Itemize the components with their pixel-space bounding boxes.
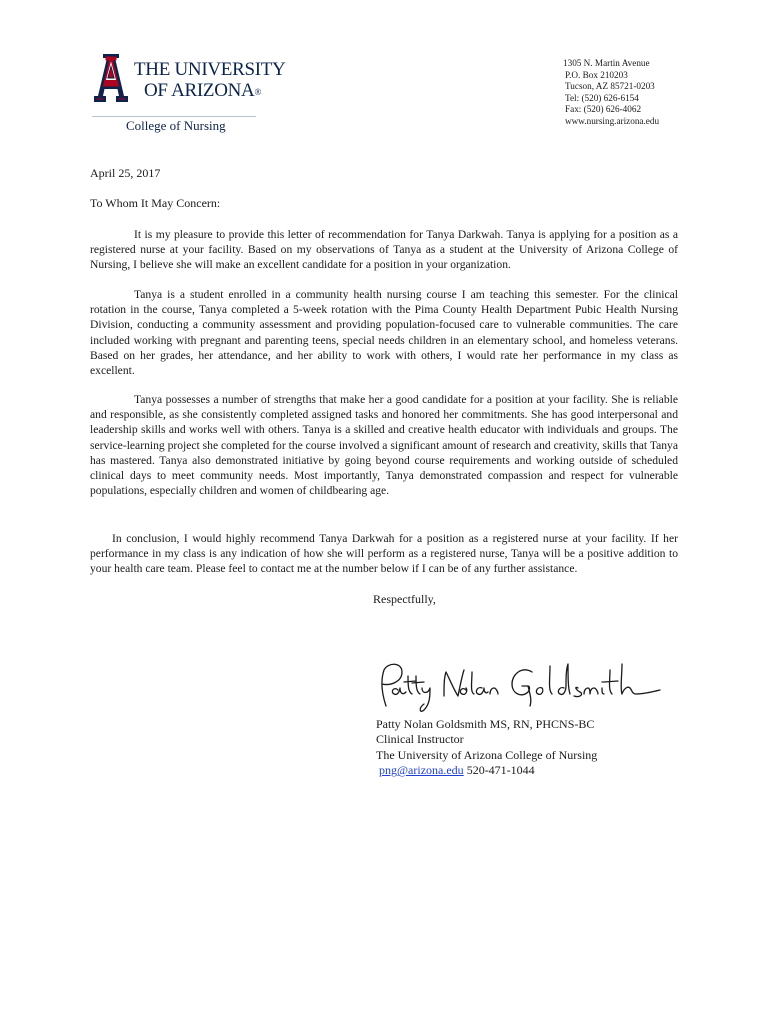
logo-line-1: THE UNIVERSITY — [134, 59, 286, 80]
handwritten-signature — [372, 656, 664, 716]
logo-line-2-text: OF ARIZONA — [144, 80, 255, 101]
university-logo — [92, 54, 286, 138]
signer-block — [376, 717, 597, 779]
signer-organization: The University of Arizona College of Nursing — [376, 747, 598, 762]
logo-divider — [92, 116, 256, 117]
paragraph-4: In conclusion, I would highly recommend Tanya Darkwah for a position as a registered nurse at your facility. If her performance in my class is any indication of how she will perform as a registered nurse, Tanya will be a positive addition to your health care team. Please feel to contact me at the number below if I can be of any further assistance. — [90, 532, 678, 576]
signer-email-link[interactable]: png@arizona.edu — [379, 763, 464, 778]
college-name: College of Nursing — [126, 118, 226, 133]
salutation: To Whom It May Concern: — [90, 196, 221, 210]
address-city: Tucson, AZ 85721-0203 — [565, 81, 655, 92]
signer-phone: 520-471-1044 — [466, 763, 535, 778]
block-a-logo-icon — [92, 54, 130, 104]
paragraph-3: Tanya possesses a number of strengths that make her a good candidate for a position at your facility. She is reliable and responsible, as she consistently completed assigned tasks and honored her commitments. She has good interpersonal and leadership skills and works well with others. Tanya is a skilled and creative health educator with individuals and groups. The service-learning project she completed for the course involved a significant amount of research and creativity, skills that Tanya has mastered. Tanya also demonstrated initiative by going beyond course requirements and working outside of scheduled clinical days to meet community needs. Most importantly, Tanya demonstrated compassion and respect for vulnerable populations, especially children and women of childbearing age. — [90, 393, 679, 498]
signer-contact — [376, 763, 597, 778]
address-po-box: P.O. Box 210203 — [565, 69, 628, 80]
letter-date: April 25, 2017 — [90, 166, 161, 180]
address-street: 1305 N. Martin Avenue — [563, 58, 650, 68]
address-tel: Tel: (520) 626-6154 — [565, 92, 639, 103]
signer-name: Patty Nolan Goldsmith MS, RN, PHCNS-BC — [376, 717, 595, 731]
signer-title: Clinical Instructor — [376, 732, 464, 747]
address-web: www.nursing.arizona.edu — [565, 115, 660, 126]
paragraph-1: It is my pleasure to provide this letter of recommendation for Tanya Darkwah. Tanya is applying for a position as a registered nurse at your facility. Based on my observations of Tanya as a student at the University of Arizona College of Nursing, I believe she will make an excellent candidate for a position in your organization. — [90, 228, 678, 272]
paragraph-2: Tanya is a student enrolled in a community health nursing course I am teaching this semester. For the clinical rotation in the course, Tanya completed a 5-week rotation with the Pima County Health Department Pubic Health Nursing Division, conducting a community assessment and providing population-focused care to vulnerable communities. The care included working with pregnant and parenting teens, special needs children in an elementary school, and homeless veterans. Based on her grades, her attendance, and her ability to work with others, I would rate her performance in my class as excellent. — [90, 288, 678, 378]
address-fax: Fax: (520) 626-4062 — [565, 104, 642, 115]
logo-line-2: OF ARIZONA® — [144, 80, 262, 101]
return-address — [563, 58, 659, 128]
closing: Respectfully, — [373, 592, 436, 606]
